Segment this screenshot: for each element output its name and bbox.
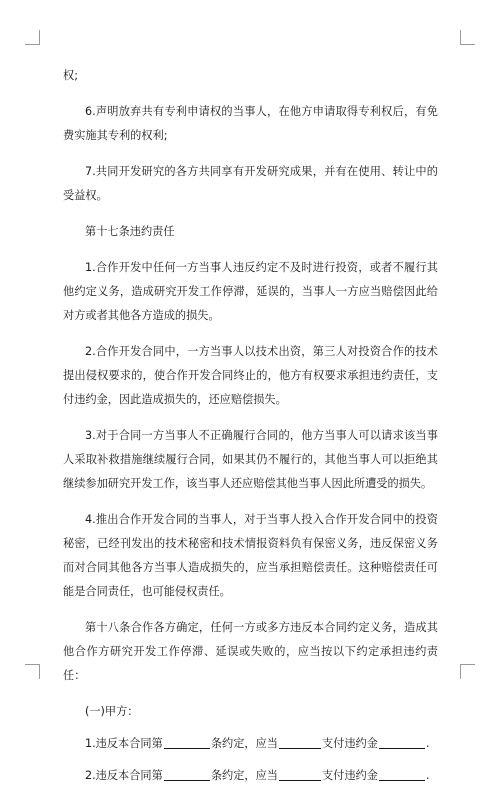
paragraph-liability-3: 3.对于合同一方当事人不正确履行合同的，他方当事人可以请求该当事人采取补救措施继续履行合同，如果其仍不履行的，其他当事人可以拒绝其继续参加研究开发工作，该当事人还应赔偿其他当事人因此所遭受的损失。 (63, 429, 438, 490)
crop-mark-bottom-right (460, 664, 475, 679)
article-17-heading: 第十七条违约责任 (85, 225, 175, 238)
clause-row-1 (63, 732, 438, 756)
clause-row-2 (63, 764, 438, 788)
blank-field[interactable] (164, 768, 210, 781)
clause-row-2-end: . (425, 769, 430, 782)
blank-field[interactable] (379, 768, 425, 781)
clause-row-1-mid1: 条约定，应当 (210, 737, 278, 750)
clause-row-2-mid2: 支付违约金 (321, 769, 378, 782)
clause-row-1-prefix: 1.违反本合同第 (85, 737, 163, 750)
party-a-heading: (一)甲方： (85, 705, 139, 718)
crop-mark-top-right (460, 30, 475, 45)
blank-field[interactable] (379, 736, 425, 749)
paragraph-liability-1: 1.合作开发中任何一方当事人违反约定不及时进行投资，或者不履行其他约定义务，造成研究开发工作停滞，延误的，当事人一方应当赔偿因此给对方或者其他各方造成的损失。 (63, 261, 438, 322)
paragraph-continuation: 权; (63, 69, 78, 82)
clause-row-2-prefix: 2.违反本合同第 (85, 769, 163, 782)
clause-row-2-mid1: 条约定，应当 (210, 769, 278, 782)
clause-row-1-end: . (425, 737, 430, 750)
blank-field[interactable] (279, 768, 321, 781)
article-18-paragraph: 第十八条合作各方确定，任何一方或多方违反本合同约定义务，造成其他合作方研究开发工作停滞、延误或失败的，应当按以下约定承担违约责任： (63, 621, 438, 682)
clause-row-1-mid2: 支付违约金 (321, 737, 378, 750)
blank-field[interactable] (279, 736, 321, 749)
crop-mark-bottom-left (25, 664, 40, 679)
crop-mark-top-left (25, 30, 40, 45)
paragraph-item-7: 7.共同开发研究的各方共同享有开发研究成果，并有在使用、转让中的受益权。 (63, 165, 438, 202)
document-body (63, 64, 438, 788)
paragraph-liability-4: 4.推出合作开发合同的当事人，对于当事人投入合作开发合同中的投资秘密，已经刊发出的技术秘密和技术情报资料负有保密义务，违反保密义务而对合同其他各方当事人造成损失的，应当承担赔偿责任。这种赔偿责任可能是合同责任，也可能侵权责任。 (63, 513, 438, 598)
blank-field[interactable] (164, 736, 210, 749)
paragraph-liability-2: 2.合作开发合同中，一方当事人以技术出资，第三人对投资合作的技术提出侵权要求的，使合作开发合同终止的，他方有权要求承担违约责任，支付违约金，因此造成损失的，还应赔偿损失。 (63, 345, 438, 406)
paragraph-item-6: 6.声明放弃共有专利申请权的当事人，在他方申请取得专利权后，有免费实施其专利的权利; (63, 105, 438, 142)
